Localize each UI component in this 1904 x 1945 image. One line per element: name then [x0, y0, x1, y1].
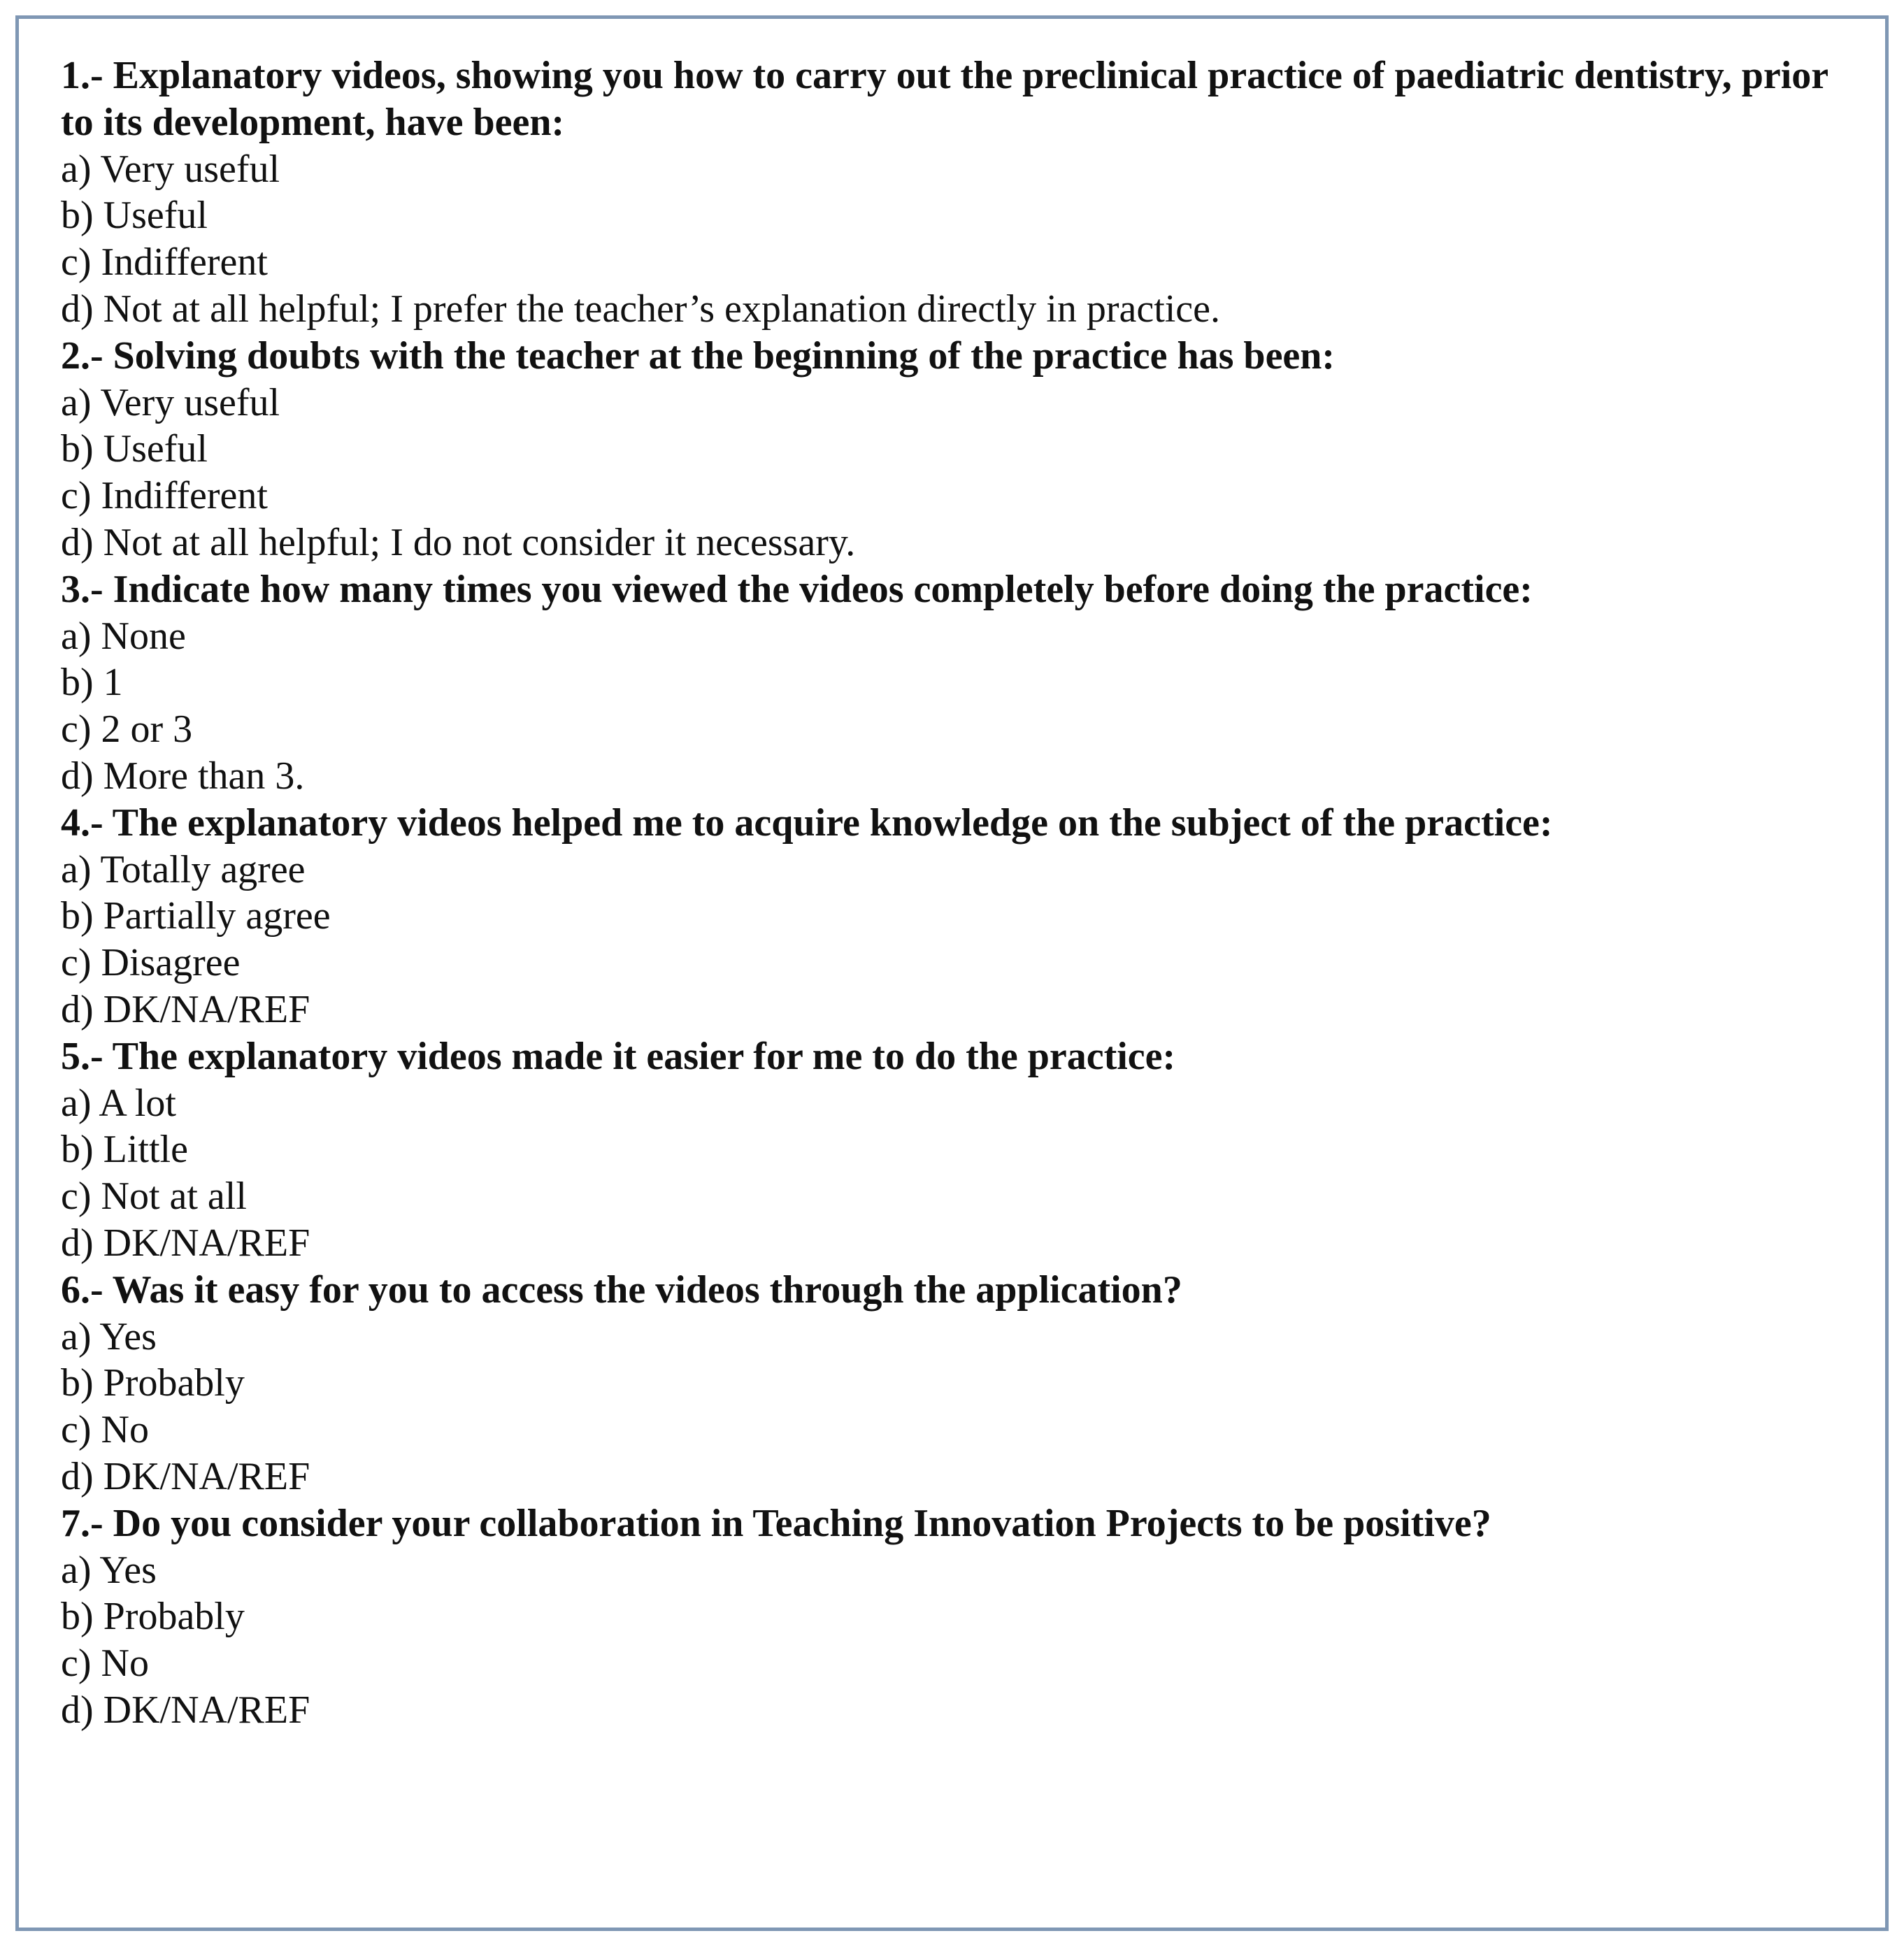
option-c: c) Indifferent: [61, 241, 268, 285]
option-d: d) More than 3.: [61, 754, 305, 798]
option-b: b) Partially agree: [61, 894, 331, 938]
question-5: [61, 1033, 1865, 1267]
option-list: [61, 1547, 1865, 1734]
option-a: a) None: [61, 614, 186, 658]
question-4: [61, 800, 1865, 1033]
option-d: d) Not at all helpful; I prefer the teacher’s explanation directly in practice.: [61, 287, 1221, 331]
option-list: [61, 1314, 1865, 1500]
option-list: [61, 1080, 1865, 1267]
question-7: [61, 1500, 1865, 1734]
option-d: d) Not at all helpful; I do not consider it necessary.: [61, 520, 856, 564]
option-list: [61, 613, 1865, 800]
question-1: [61, 52, 1865, 333]
option-c: c) Indifferent: [61, 474, 268, 518]
option-d: d) DK/NA/REF: [61, 1454, 310, 1498]
option-c: c) Disagree: [61, 941, 241, 985]
question-text: 6.- Was it easy for you to access the videos through the application?: [61, 1268, 1182, 1312]
option-list: [61, 146, 1865, 333]
option-c: c) No: [61, 1408, 149, 1452]
option-b: b) Little: [61, 1128, 188, 1172]
question-text: 4.- The explanatory videos helped me to acquire knowledge on the subject of the practice:: [61, 801, 1553, 845]
question-text: 2.- Solving doubts with the teacher at the beginning of the practice has been:: [61, 333, 1336, 378]
question-6: [61, 1267, 1865, 1500]
option-d: d) DK/NA/REF: [61, 1221, 310, 1265]
question-text: 5.- The explanatory videos made it easier for me to do the practice:: [61, 1034, 1176, 1078]
option-a: a) Very useful: [61, 147, 280, 191]
option-c: c) Not at all: [61, 1175, 247, 1219]
question-text: 3.- Indicate how many times you viewed the videos completely before doing the practice:: [61, 567, 1533, 611]
option-b: b) Useful: [61, 427, 208, 471]
question-2: [61, 333, 1865, 566]
option-a: a) Yes: [61, 1314, 157, 1358]
question-3: [61, 566, 1865, 800]
option-c: c) 2 or 3: [61, 708, 193, 752]
option-a: a) A lot: [61, 1081, 176, 1125]
question-text: 1.- Explanatory videos, showing you how to carry out the preclinical practice of paediatric dentistry, prior to its development, have been:: [61, 54, 1828, 144]
option-b: b) Useful: [61, 194, 208, 238]
option-d: d) DK/NA/REF: [61, 1688, 310, 1732]
questionnaire-frame: [15, 15, 1889, 1931]
option-list: [61, 380, 1865, 566]
option-list: [61, 847, 1865, 1033]
question-text: 7.- Do you consider your collaboration in Teaching Innovation Projects to be positive?: [61, 1501, 1491, 1545]
option-a: a) Yes: [61, 1548, 157, 1592]
option-b: b) Probably: [61, 1595, 245, 1639]
option-c: c) No: [61, 1642, 149, 1686]
option-b: b) Probably: [61, 1361, 245, 1405]
option-b: b) 1: [61, 661, 123, 705]
option-a: a) Totally agree: [61, 847, 306, 891]
option-a: a) Very useful: [61, 380, 280, 424]
questionnaire-content: [61, 52, 1865, 1734]
option-d: d) DK/NA/REF: [61, 987, 310, 1031]
